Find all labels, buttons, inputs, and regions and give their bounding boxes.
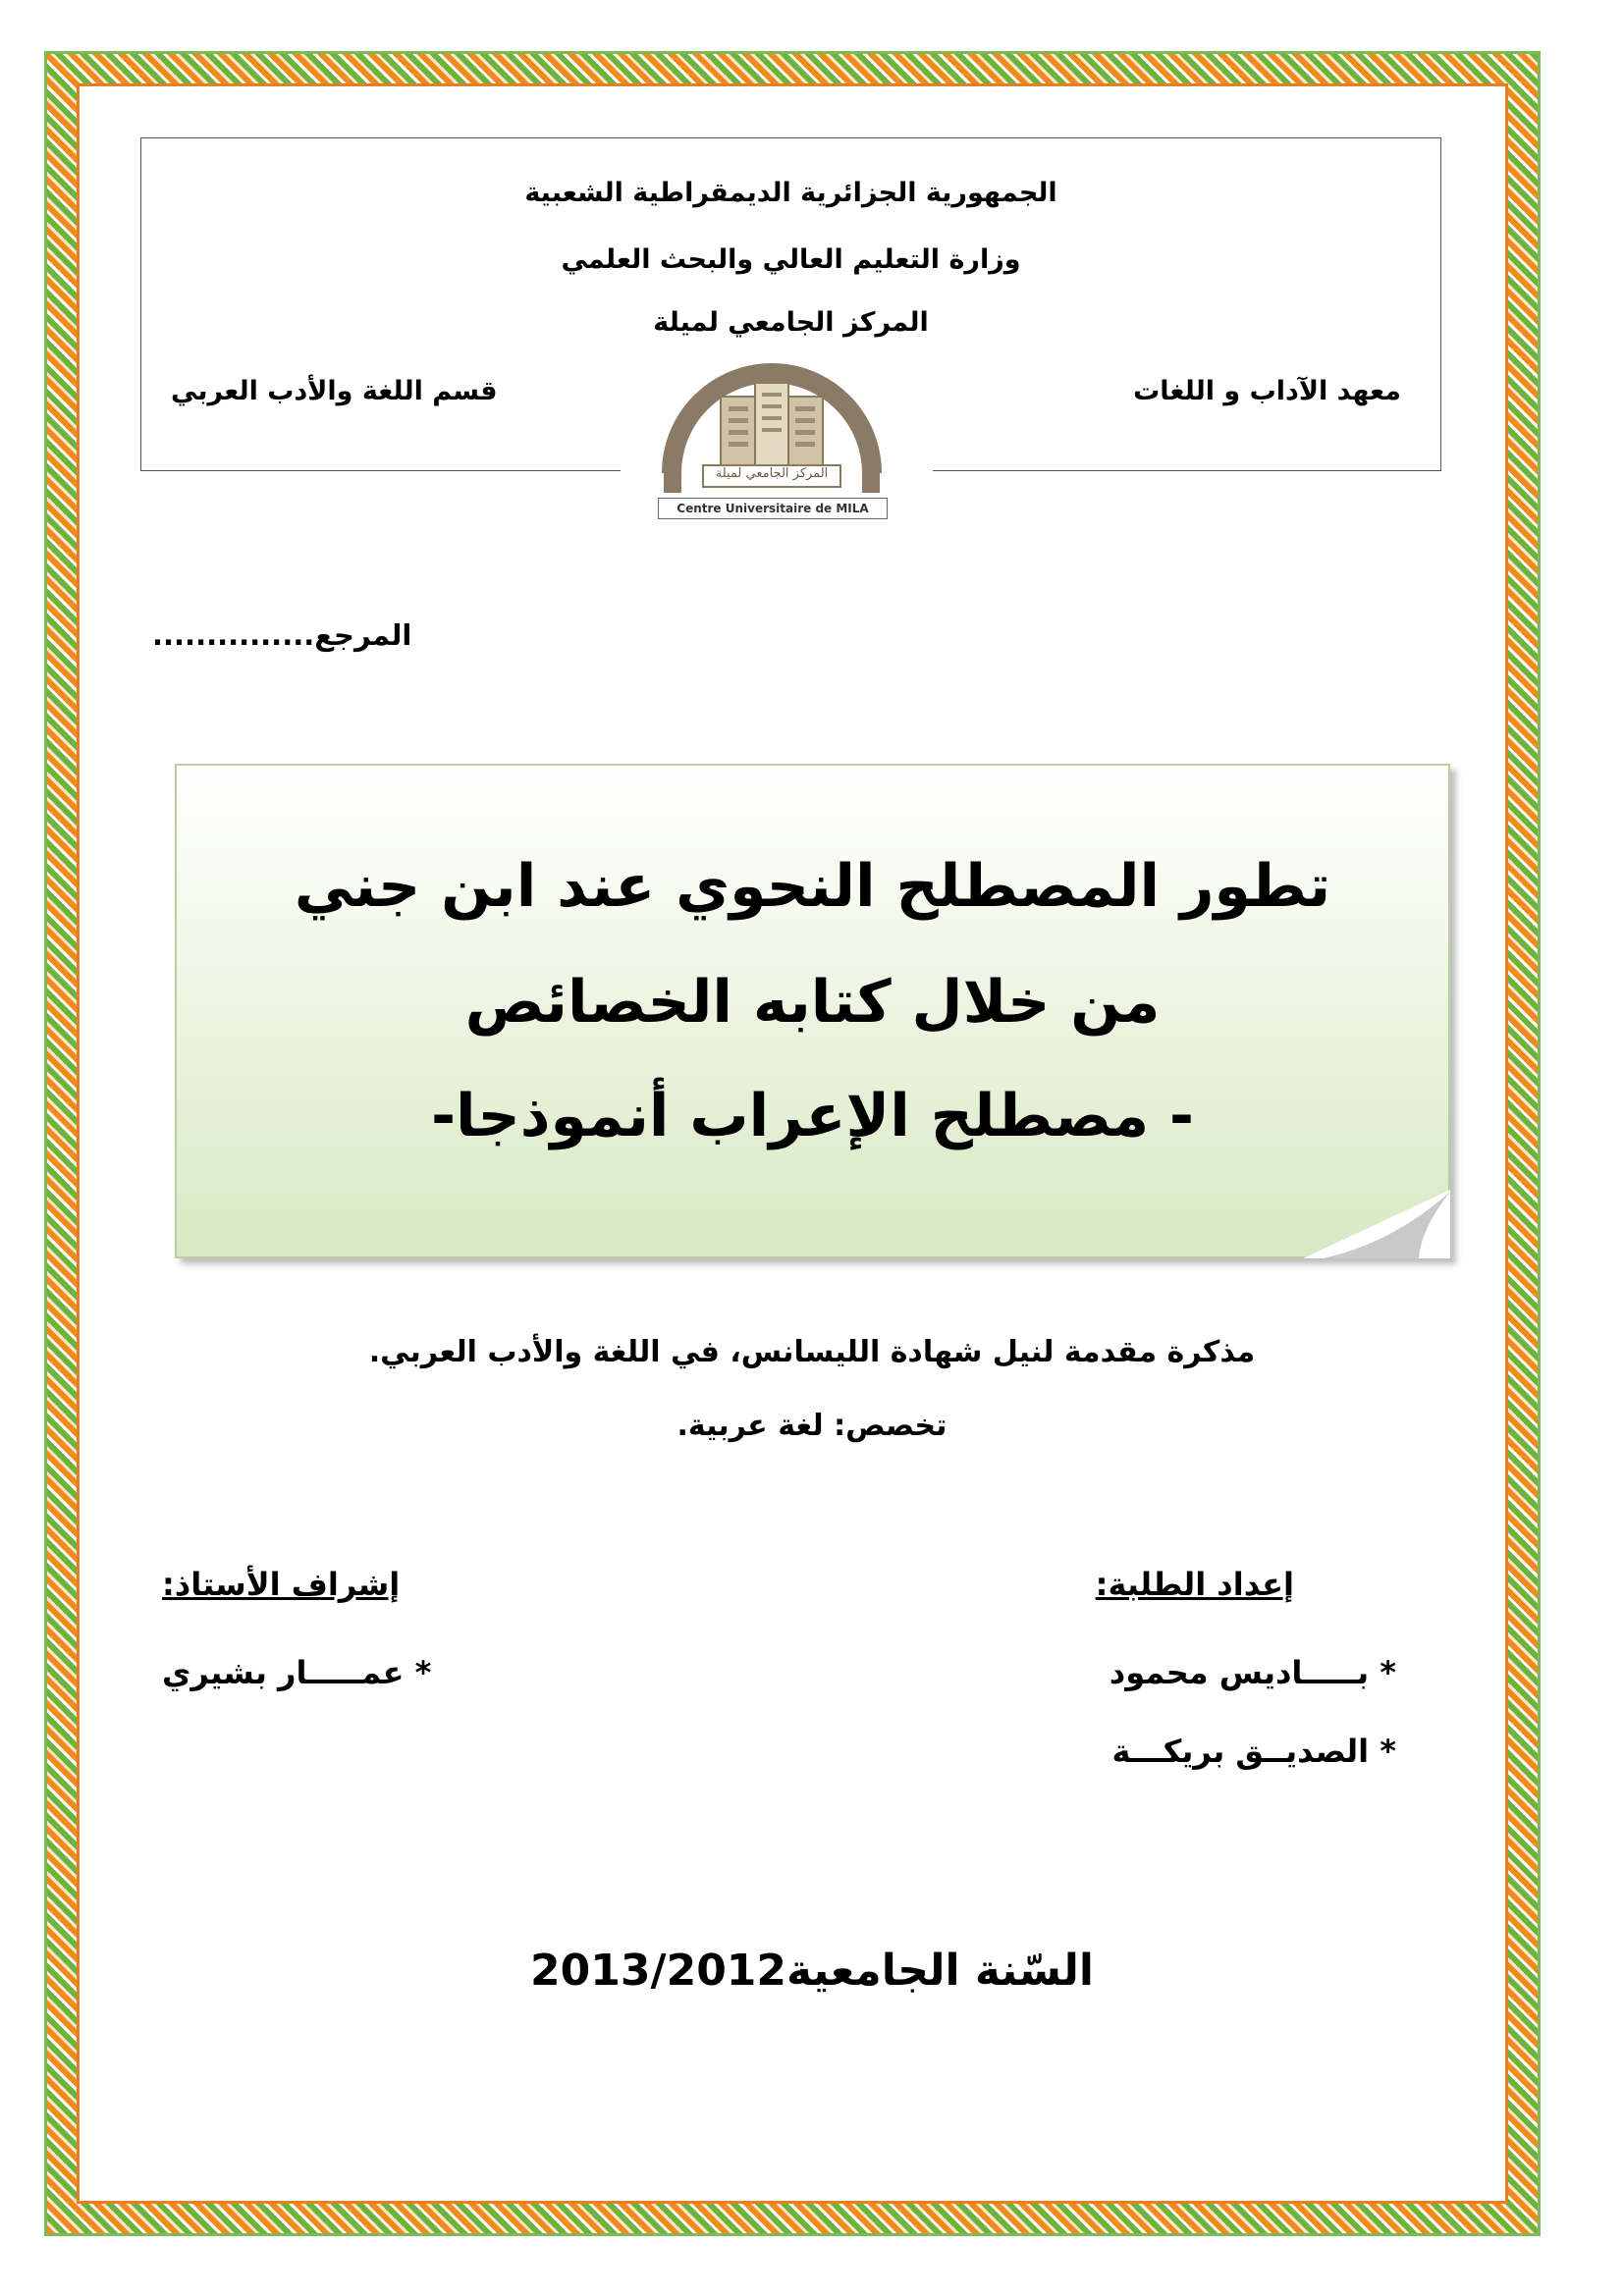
memo-description: مذكرة مقدمة لنيل شهادة الليسانس، في اللغة والأدب العربي. — [368, 1335, 1256, 1369]
title-panel — [175, 764, 1450, 1258]
students-heading: إعداد الطلبة: — [1095, 1566, 1294, 1603]
university-center-name: المركز الجامعي لميلة — [653, 307, 929, 338]
institute-name: معهد الآداب و اللغات — [1133, 376, 1401, 406]
academic-year: السّنة الجامعية2013/2012 — [530, 1946, 1094, 1996]
thesis-title-line-1: تطور المصطلح النحوي عند ابن جني — [294, 852, 1331, 921]
logo-caption: Centre Universitaire de MILA — [658, 498, 888, 519]
logo-arabic-text: المركز الجامعي لميلة — [715, 466, 829, 481]
page-curl-icon — [1303, 1190, 1450, 1258]
republic-name: الجمهورية الجزائرية الديمقراطية الشعبية — [524, 178, 1057, 208]
department-name: قسم اللغة والأدب العربي — [171, 376, 498, 406]
thesis-title-line-2: من خلال كتابه الخصائص — [464, 968, 1161, 1037]
reference-field: المرجع............... — [152, 618, 412, 652]
specialization: تخصص: لغة عربية. — [677, 1409, 947, 1443]
student-name: * الصديــق بريكـــة — [1111, 1733, 1396, 1770]
supervisor-name: * عمـــــار بشيري — [162, 1654, 432, 1691]
ministry-name: وزارة التعليم العالي والبحث العلمي — [561, 244, 1021, 275]
thesis-title-line-3: - مصطلح الإعراب أنموذجا- — [431, 1082, 1194, 1150]
university-logo — [652, 355, 892, 522]
student-name: * بـــــاديس محمود — [1109, 1654, 1396, 1691]
supervisor-heading: إشراف الأستاذ: — [162, 1566, 401, 1603]
